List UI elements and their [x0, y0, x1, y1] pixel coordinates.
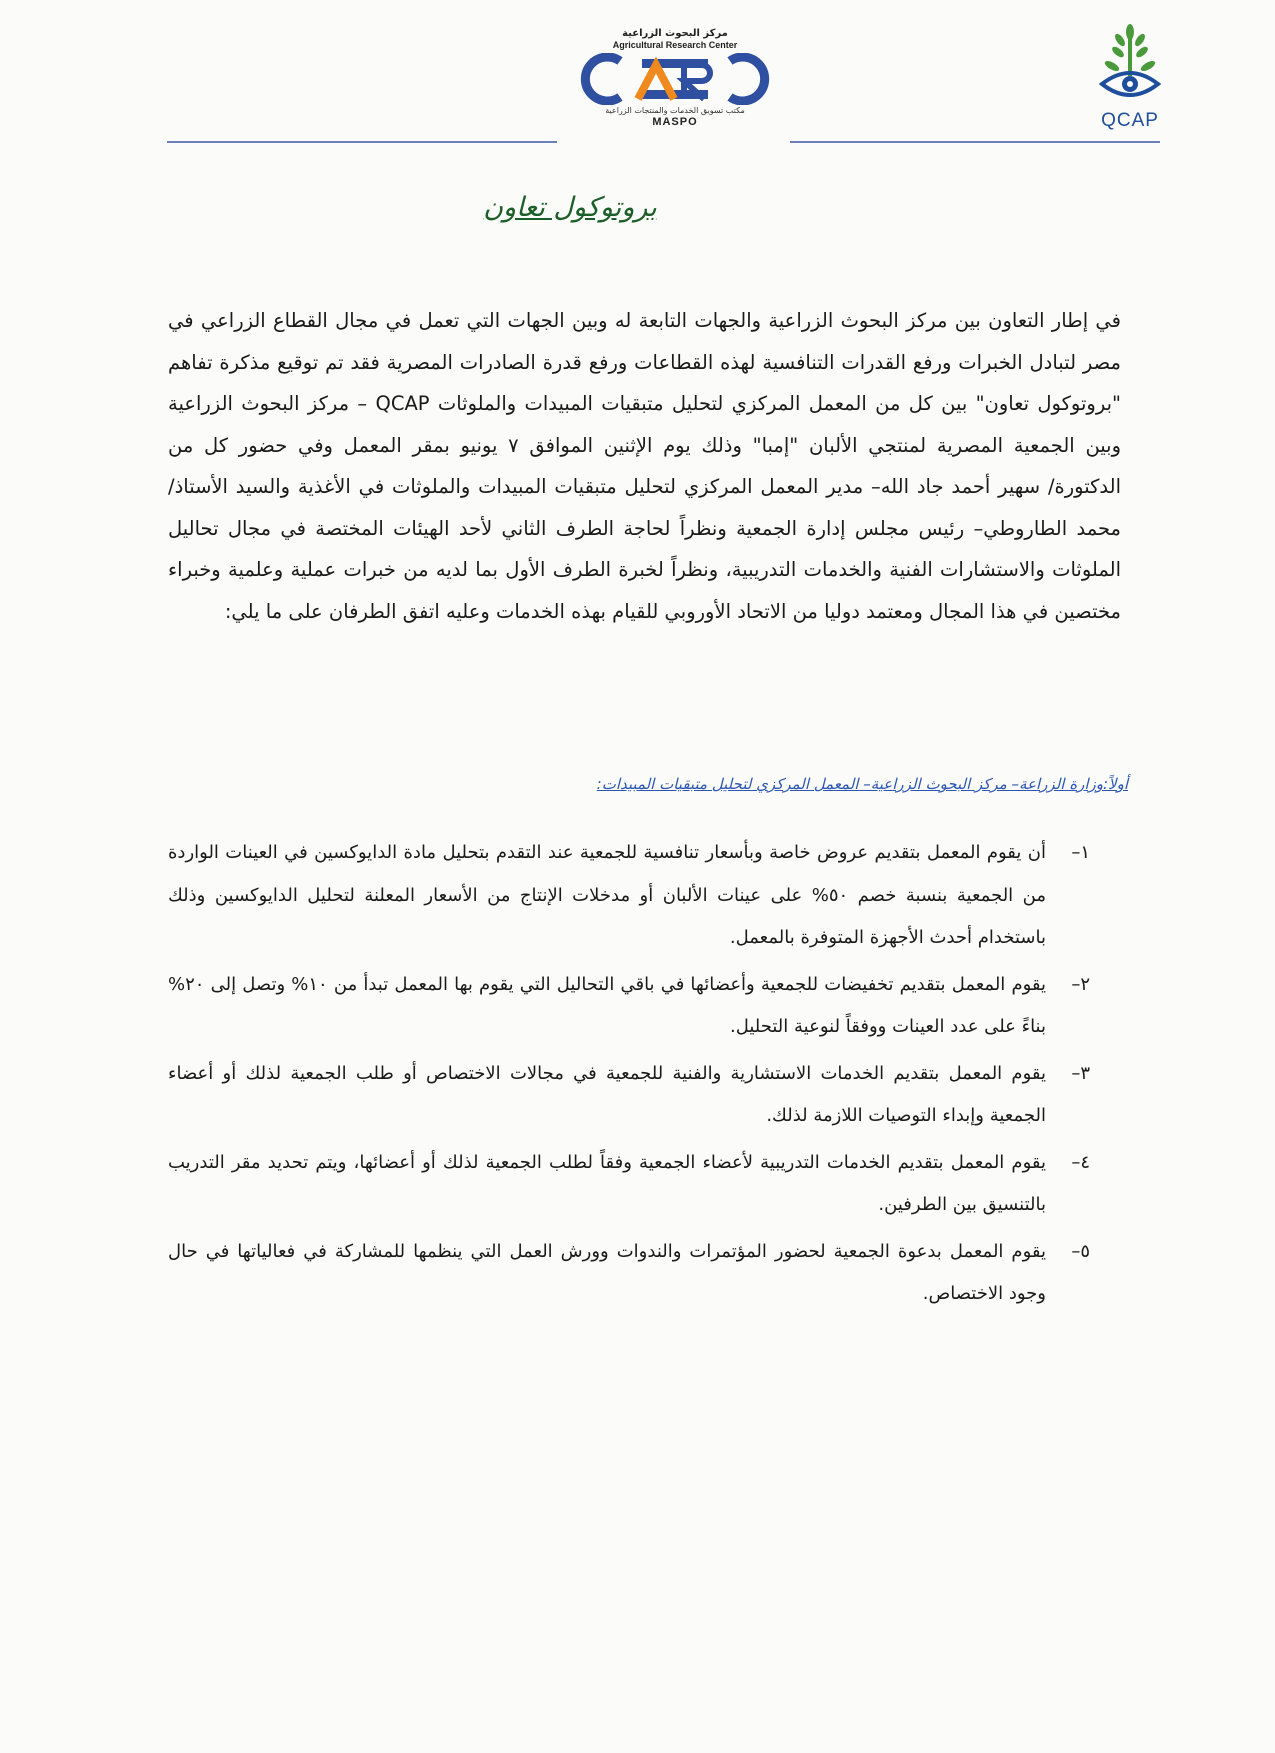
- intro-paragraph: في إطار التعاون بين مركز البحوث الزراعية والجهات التابعة له وبين الجهات التي تعمل في مجال القطاع الزراعي في مصر لتبادل الخبرات ورفع القدرات التنافسية لهذه القطاعات ورفع قدرة الصادرات المصرية فقد تم توقيع مذكرة تفاهم "بروتوكول تعاون" بين كل من المعمل المركزي لتحليل متبقيات المبيدات والملوثات QCAP – مركز البحوث الزراعية وبين الجمعية المصرية لمنتجي الألبان "إمبا" وذلك يوم الإثنين الموافق ٧ يونيو بمقر المعمل وفي حضور كل من الدكتورة/ سهير أحمد جاد الله– مدير المعمل المركزي لتحليل متبقيات المبيدات والملوثات في الأغذية والسيد الأستاذ/ محمد الطاروطي– رئيس مجلس إدارة الجمعية ونظراً لحاجة الطرف الثاني لأحد الهيئات المختصة في مجال تحاليل الملوثات والاستشارات الفنية والخدمات التدريبية، ونظراً لخبرة الطرف الأول بما لديه من خبرات عملية وعلمية وخبراء مختصين في هذا المجال ومعتمد دوليا من الاتحاد الأوروبي للقيام بهذه الخدمات وعليه اتفق الطرفان على ما يلي:: [168, 309, 1122, 623]
- list-item: [168, 964, 1090, 1049]
- list-item-text: أن يقوم المعمل بتقديم عروض خاصة وبأسعار تنافسية للجمعية عند التقدم بتحليل مادة الدايوكسين في العينات الواردة من الجمعية بنسبة خصم ٥٠% على عينات الألبان أو مدخلات الإنتاج من الأسعار المعلنة لتحليل الدايوكسين وذلك باستخدام أحدث الأجهزة المتوفرة بالمعمل.: [168, 842, 1046, 948]
- list-item-text: يقوم المعمل بتقديم الخدمات التدريبية لأعضاء الجمعية وفقاً لطلب الجمعية لذلك أو أعضائها، ويتم تحديد مقر التدريب بالتنسيق بين الطرفين.: [168, 1151, 1046, 1215]
- list-item-text: يقوم المعمل بتقديم تخفيضات للجمعية وأعضائها في باقي التحاليل التي يقوم بها المعمل تبدأ من ١٠% وتصل إلى ٢٠% بناءً على عدد العينات ووفقاً لنوعية التحليل.: [168, 973, 1047, 1037]
- maspo-arabic-name: مكتب تسويق الخدمات والمنتجات الزراعية: [605, 106, 745, 115]
- list-item: [168, 1053, 1090, 1138]
- maspo-label: MASPO: [652, 116, 698, 128]
- list-item-number: ٣–: [1071, 1062, 1090, 1084]
- arc-arabic-name: مركز البحوث الزراعية: [622, 28, 728, 39]
- list-item-number: ١–: [1071, 842, 1090, 863]
- qcap-logo: [1080, 22, 1180, 142]
- list-item: [168, 832, 1090, 960]
- obligations-list: [168, 832, 1090, 1320]
- wheat-eye-icon: [1090, 22, 1170, 110]
- list-item: [168, 1231, 1090, 1316]
- header-rule-left: [167, 141, 557, 143]
- list-item-number: ٢–: [1071, 973, 1090, 995]
- arc-acronym-mark: [580, 53, 770, 105]
- document-title: بروتوكول تعاون: [483, 192, 657, 223]
- arc-acronym: [675, 84, 676, 85]
- section-heading: أولاً:وزارة الزراعة– مركز البحوث الزراعية– المعمل المركزي لتحليل متبقيات المبيدات:: [596, 775, 1128, 793]
- header-rule-right: [790, 141, 1160, 143]
- list-item-number: ٥–: [1071, 1240, 1090, 1262]
- list-item: [168, 1142, 1090, 1227]
- arc-english-name: Agricultural Research Center: [612, 40, 738, 50]
- arc-logo: [575, 28, 775, 138]
- qcap-label: QCAP: [1101, 110, 1159, 131]
- list-item-text: يقوم المعمل بتقديم الخدمات الاستشارية والفنية للجمعية في مجالات الاختصاص أو طلب الجمعية لذلك أو أعضاء الجمعية وإبداء التوصيات اللازمة لذلك.: [168, 1062, 1046, 1126]
- list-item-text: يقوم المعمل بدعوة الجمعية لحضور المؤتمرات والندوات وورش العمل التي ينظمها للمشاركة في فعالياتها في حال وجود الاختصاص.: [168, 1240, 1046, 1304]
- list-item-number: ٤–: [1071, 1151, 1090, 1173]
